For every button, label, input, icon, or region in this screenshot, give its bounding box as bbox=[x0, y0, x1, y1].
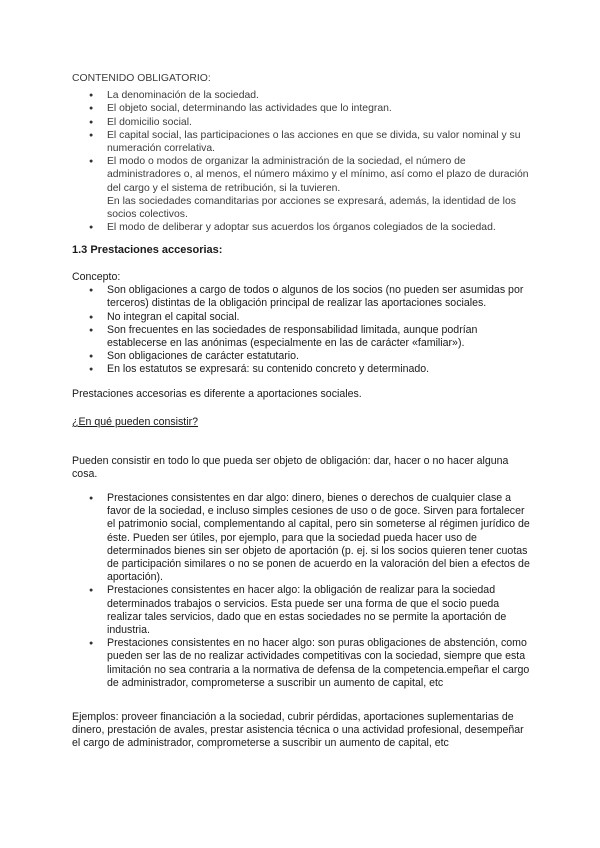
list-item: ● Son obligaciones de carácter estatutario. bbox=[72, 350, 532, 363]
list-item: ● La denominación de la sociedad. bbox=[72, 89, 532, 102]
list-item: ● Prestaciones consistentes en no hacer algo: son puras obligaciones de abstención, como pueden ser las de no realizar actividades competitivas con la sociedad, siempre que esta limitación no sea contraria a la normativa de defensa de la competencia.empeñar el cargo de administrador, comprometerse a suscribir un aumento de capital, etc bbox=[72, 637, 532, 690]
contenido-list bbox=[72, 89, 532, 234]
concepto-section bbox=[72, 271, 532, 377]
list-item: ● No integran el capital social. bbox=[72, 311, 532, 324]
contenido-section bbox=[72, 72, 532, 234]
ejemplos-paragraph: Ejemplos: proveer financiación a la sociedad, cubrir pérdidas, aportaciones suplementarias de dinero, prestación de avales, prestar asistencia técnica o una actividad profesional, desempeñar el cargo de administrador, comprometerse a suscribir un aumento de capital, etc bbox=[72, 711, 524, 750]
question-heading: ¿En qué pueden consistir? bbox=[72, 416, 199, 428]
list-item: ● El domicilio social. bbox=[72, 116, 532, 129]
list-item: ● El objeto social, determinando las actividades que lo integran. bbox=[72, 102, 532, 115]
list-item: ● En los estatutos se expresará: su contenido concreto y determinado. bbox=[72, 363, 532, 376]
list-item: ● Son frecuentes en las sociedades de responsabilidad limitada, aunque podrían establecerse en las anónimas (especialmente en las de carácter «familiar»). bbox=[72, 324, 532, 350]
concepto-label: Concepto: bbox=[72, 271, 121, 283]
list-item-text: ● El modo o modos de organizar la administración de la sociedad, el número de administradores o, al menos, el número máximo y el mínimo, así como el plazo de duración del cargo y el sistema de retribución, si la tuvieren. bbox=[107, 156, 529, 194]
list-item bbox=[72, 155, 532, 221]
list-item: ● Prestaciones consistentes en dar algo: dinero, bienes o derechos de cualquier clase a favor de la sociedad, e incluso simples cesiones de uso o de goce. Sirven para fortalecer el patrimonio social, complementando al capital, pero sin someterse al régimen jurídico de éste. Pueden ser útiles, por ejemplo, para que la sociedad pueda hacer uso de determinados bienes sin ser objeto de aportación (p. ej. si los socios quieren tener cuotas de participación similares o no se ponen de acuerdo en la valoración del bien a efectos de aportación). bbox=[72, 492, 532, 584]
list-item: ● El capital social, las participaciones o las acciones en que se divida, su valor nominal y su numeración correlativa. bbox=[72, 129, 532, 155]
tipos-section bbox=[72, 492, 532, 690]
section-heading: 1.3 Prestaciones accesorias: bbox=[72, 244, 223, 256]
list-item-extra: En las sociedades comanditarias por acciones se expresará, además, la identidad de los socios colectivos. bbox=[107, 195, 516, 221]
list-item: ● Prestaciones consistentes en hacer algo: la obligación de realizar para la sociedad determinados trabajos o servicios. Esta puede ser una forma de que el socio pueda realizar tales servicios, dado que en estas sociedades no se permite la aportación de industria. bbox=[72, 584, 532, 637]
diferente-paragraph: Prestaciones accesorias es diferente a aportaciones sociales. bbox=[72, 388, 362, 400]
contenido-title: CONTENIDO OBLIGATORIO: bbox=[72, 73, 211, 84]
list-item: ● El modo de deliberar y adoptar sus acuerdos los órganos colegiados de la sociedad. bbox=[72, 221, 532, 234]
list-item: ● Son obligaciones a cargo de todos o algunos de los socios (no pueden ser asumidas por terceros) distintas de la obligación principal de realizar las aportaciones sociales. bbox=[72, 284, 532, 310]
concepto-list bbox=[72, 284, 532, 376]
pueden-paragraph: Pueden consistir en todo lo que pueda ser objeto de obligación: dar, hacer o no hacer alguna cosa. bbox=[72, 455, 509, 481]
tipos-list bbox=[72, 492, 532, 690]
